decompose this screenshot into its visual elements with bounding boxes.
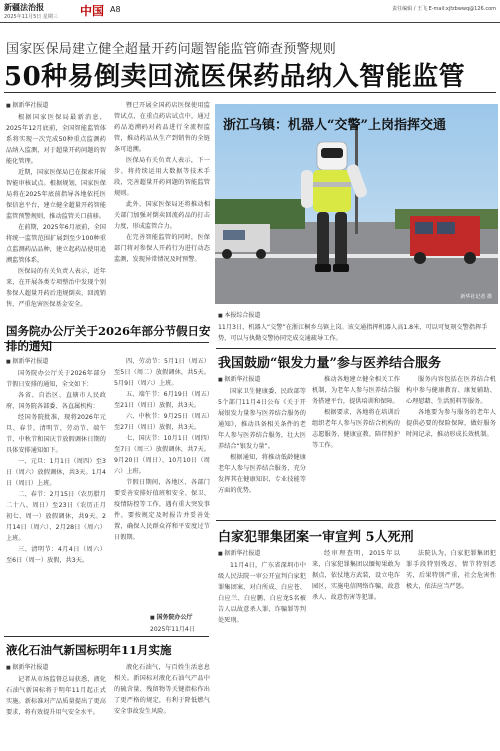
section-name: 中国	[80, 4, 105, 18]
gas-column-1	[6, 674, 106, 750]
paragraph: 四、劳动节：5月1日（周五）至5日（周二）放假调休，共5天。5月9日（周六）上班。	[114, 358, 210, 387]
paragraph: 根据国家医保局最新消息，2025年12月底前，全国智能监管体系将实现一次完成50种重点监测药品纳入监测，对于超量开药问题的智能化管理。	[6, 114, 106, 165]
paragraph: 一、元旦：1月1日（周四）至3日（周六）放假调休，共3天。1月4日（周日）上班。	[6, 458, 106, 487]
fraud-column-3	[406, 548, 496, 750]
fraud-column-2	[312, 548, 400, 750]
paragraph: 推动各地建立健全相关工作机制，为老年人参与医养结合服务搭建平台，提供培训和保障。	[312, 376, 400, 405]
silver-column-2	[312, 374, 400, 516]
fraud-title: 白家犯罪集团案一审宣判 5人死刑	[218, 530, 414, 545]
lead-byline: ■ 据新华社报道	[6, 100, 48, 109]
holiday-signature: ■ 国务院办公厅	[150, 612, 192, 621]
paragraph: 服务内容包括在医养结合机构中参与健康教育、康复辅助、心理慰藉、生活照料等服务。	[406, 376, 496, 405]
paragraph: 根据要求，各地将在培训后组织老年人参与医养结合机构的志愿服务、健康宣教、陪伴照护等工作。	[312, 409, 400, 449]
divider	[4, 636, 209, 637]
paragraph: 三、清明节：4月4日（周六）至6日（周一）放假，共3天。	[6, 546, 106, 564]
paragraph: 在完善智能监管的同时，医保部门将对参保人开药行为进行动态监测，发现异常情况及时预警。	[114, 234, 210, 263]
paragraph: 液化石油气，与百姓生活息息相关。新国标对液化石油气产品中的硫含量、残留物等关键指标作出了更严格的规定，有利于降低燃气安全事故发生风险。	[114, 664, 210, 715]
gas-column-2	[114, 662, 210, 750]
silver-column-3	[406, 374, 496, 516]
editor-credit: 责任编辑 / 王飞 E-mail:xjfzbwwq@126.com	[392, 6, 496, 12]
fraud-column-1	[218, 560, 306, 750]
divider	[4, 92, 496, 93]
lead-column-1	[6, 112, 106, 332]
lead-kicker: 国家医保局建立健全超量开药问题智能监管筛查预警规则	[6, 42, 337, 57]
street-scene-image	[215, 104, 498, 304]
page-header	[0, 0, 500, 23]
photo-title: 浙江乌镇：机器人“交警”上岗指挥交通	[223, 118, 446, 133]
paragraph: 近期，国家医保局已在探索开展智能审核试点。根据规划，国家医保局将在2025年底前指导各地依托医保信息平台，建立健全超量开药智能监管预警规则，推动监管关口前移。	[6, 169, 106, 220]
paragraph: 七、国庆节：10月1日（周四）至7日（周三）放假调休，共7天。9月20日（周日）、10月10日（周六）上班。	[114, 435, 210, 475]
gas-title: 液化石油气新国标明年11月实施	[6, 643, 172, 657]
issue-date: 2025年11月5日 星期三	[4, 14, 58, 20]
paragraph: 暨已开展全国药店医保使用监管试点，在重点药店试点中，通过药品追溯码对药品进行全流程监管，推动药品从生产到销售的全链条可追溯。	[114, 102, 210, 153]
holiday-column-1	[6, 368, 106, 618]
paragraph: 经国务院批准，现将2026年元旦、春节、清明节、劳动节、端午节、中秋节和国庆节放假调休日期的具体安排通知如下。	[6, 414, 106, 454]
holiday-title: 国务院办公厅关于2026年部分节假日安排的通知	[6, 324, 211, 353]
paragraph: 二、春节：2月15日（农历腊月二十八、周日）至23日（农历正月初七、周一）放假调休，共9天。2月14日（周六）、2月28日（周六）上班。	[6, 491, 106, 542]
silver-byline: ■ 据新华社报道	[218, 374, 260, 383]
paragraph: 根据通知，将推动低龄健康老年人参与医养结合服务，充分发挥其在健康知识、专业技能等方面的优势。	[218, 454, 306, 494]
paragraph: 六、中秋节：9月25日（周五）至27日（周日）放假，共3天。	[114, 413, 210, 431]
paragraph: 医保局有关负责人表示，下一步，将持续运用大数据等技术手段，完善超量开药问题的智能监管规则。	[114, 157, 210, 197]
paragraph: 在前期，2025年6月底前，全国将统一监管范围扩展到至少100种重点监测药品品种，建立起药品使用追溯监管体系。	[6, 224, 106, 264]
masthead: 新疆法治报	[4, 2, 44, 12]
photo-caption: 11月3日，机器人“交警”在浙江桐乡乌镇上岗。该交通指挥机器人高1.8米，可以可复刻交警指挥手势，可以与执勤交警协同完成交通疏导工作。	[218, 324, 488, 342]
paragraph: 节假日期间，各地区、各部门要妥善安排好值班和安全、保卫、疫情防控等工作，遇有重大突发事件，要按规定及时报告并妥善处置，确保人民群众祥和平安度过节日假期。	[114, 479, 210, 541]
holiday-sign-date: 2025年11月4日	[150, 626, 195, 633]
holiday-byline: ■ 据新华社报道	[6, 356, 48, 365]
paragraph: 医保局的有关负责人表示，近年来，在开展各类专项整治中发现个别参保人超量开药后违规倒卖、回流销售，严重危害医保基金安全。	[6, 268, 106, 308]
paragraph: 国家卫生健康委、民政部等5个部门11月4日公布《关于开展银发力量参与医养结合服务的通知》，推动具备相关条件的老年人参与医养结合服务，壮大医养结合“银发力量”。	[218, 388, 306, 450]
paragraph: 此外，国家医保局还将推动相关部门加强对倒卖回流药品的打击力度，形成监管合力。	[114, 201, 210, 230]
divider	[216, 520, 496, 521]
silver-column-1	[218, 386, 306, 516]
paragraph: 经审理查明，2015年以来，白家犯罪集团以缅甸果敢为据点，依仗地方武装，设立电诈园区，实施电信网络诈骗、故意杀人、故意伤害等犯罪。	[312, 550, 400, 601]
paragraph: 五、端午节：6月19日（周五）至21日（周日）放假，共3天。	[114, 391, 210, 409]
page-number: A8	[110, 5, 121, 14]
photo-credit: 新华社记者 摄	[460, 294, 492, 300]
fraud-byline: ■ 据新华社报道	[218, 548, 260, 557]
news-photo	[215, 104, 498, 304]
paragraph: 记者从市场监督总局获悉，液化石油气新国标将于明年11月起正式实施。新标准对产品质量提出了更高要求，将有效提升用气安全水平。	[6, 676, 106, 716]
divider	[216, 348, 496, 349]
holiday-column-2	[114, 356, 210, 611]
paragraph: 法院认为，白家犯罪集团犯罪手段特别残忍，情节特别恶劣，后果特别严重，社会危害性极大，依法应当严惩。	[406, 550, 496, 590]
silver-title: 我国鼓励“银发力量”参与医养结合服务	[218, 356, 441, 371]
paragraph: 11月4日，广东省深圳市中级人民法院一审公开宣判白家犯罪集团案，对白所成、白应苍、白应兰、白应鹏、白应龙5名被告人以故意杀人罪、诈骗罪等判处死刑。	[218, 562, 306, 624]
photo-caption-label: ■ 本报综合报道	[218, 310, 260, 319]
lead-column-2	[114, 100, 210, 332]
paragraph: 各省、自治区、直辖市人民政府，国务院各部委、各直属机构：	[6, 392, 106, 410]
lead-headline: 50种易倒卖回流医保药品纳入智能监管	[4, 62, 466, 92]
paragraph: 各地要为参与服务的老年人提供必要的保险保障，做好服务时间记录，推动形成长效机制。	[406, 409, 496, 438]
paragraph: 国务院办公厅关于2026年部分节假日安排的通知，全文如下：	[6, 370, 106, 388]
gas-byline: ■ 据新华社报道	[6, 662, 48, 671]
